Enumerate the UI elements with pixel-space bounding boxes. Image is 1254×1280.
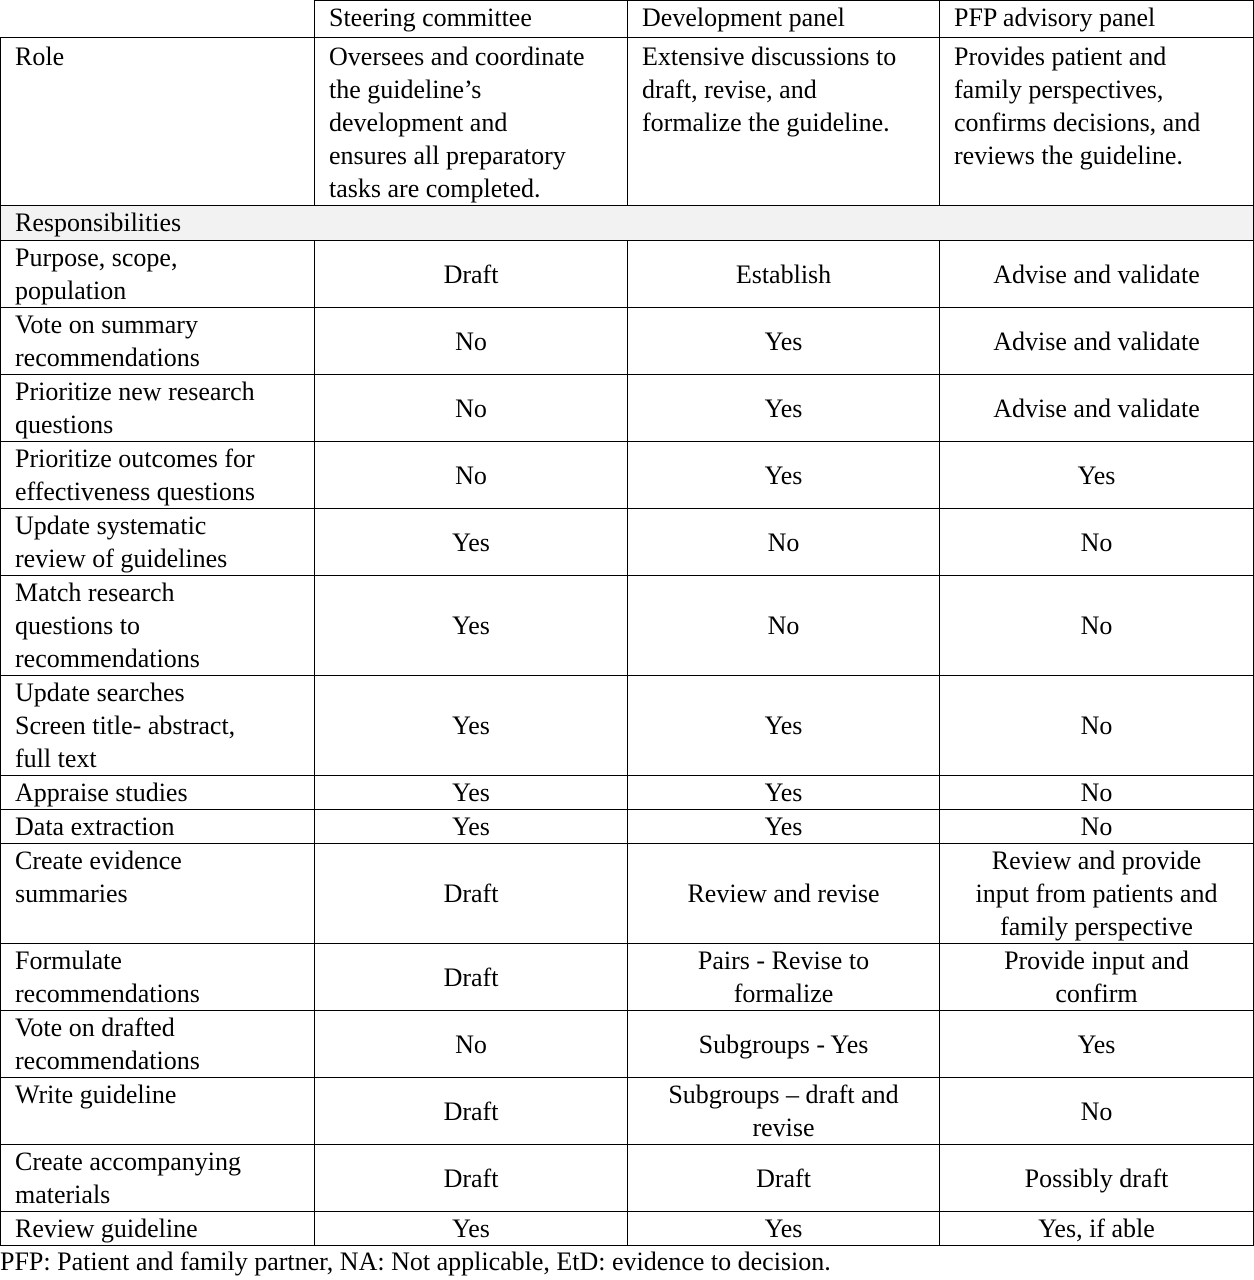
cell-steering: No <box>315 442 628 509</box>
row-label: Update searches Screen title- abstract, full text <box>1 676 315 776</box>
table-row <box>1 241 1254 308</box>
cell-development: Yes <box>628 810 940 844</box>
role-row <box>1 38 1254 206</box>
column-header-pfp: PFP advisory panel <box>940 1 1254 38</box>
column-header-steering: Steering committee <box>315 1 628 38</box>
table-row <box>1 1078 1254 1145</box>
role-steering: Oversees and coordinate the guideline’s development and ensures all preparatory tasks are completed. <box>315 38 628 206</box>
table-row <box>1 375 1254 442</box>
cell-development: No <box>628 509 940 576</box>
table-row <box>1 810 1254 844</box>
cell-pfp: No <box>940 810 1254 844</box>
row-label: Data extraction <box>1 810 315 844</box>
row-label: Update systematic review of guidelines <box>1 509 315 576</box>
row-label: Appraise studies <box>1 776 315 810</box>
cell-development: Subgroups – draft and revise <box>628 1078 940 1145</box>
cell-development: Draft <box>628 1145 940 1212</box>
cell-steering: Yes <box>315 676 628 776</box>
cell-steering: No <box>315 375 628 442</box>
row-label: Formulate recommendations <box>1 944 315 1011</box>
cell-steering: Draft <box>315 1145 628 1212</box>
cell-pfp: Yes, if able <box>940 1212 1254 1246</box>
row-label: Create accompanying materials <box>1 1145 315 1212</box>
role-label: Role <box>1 38 315 206</box>
cell-development: Yes <box>628 1212 940 1246</box>
cell-steering: Yes <box>315 576 628 676</box>
row-label: Prioritize outcomes for effectiveness questions <box>1 442 315 509</box>
cell-development: Subgroups - Yes <box>628 1011 940 1078</box>
cell-steering: Draft <box>315 1078 628 1145</box>
role-pfp: Provides patient and family perspectives, confirms decisions, and reviews the guideline. <box>940 38 1254 206</box>
cell-development: Yes <box>628 676 940 776</box>
section-label: Responsibilities <box>1 206 1254 241</box>
cell-development: Yes <box>628 308 940 375</box>
column-header-development: Development panel <box>628 1 940 38</box>
table-row <box>1 308 1254 375</box>
cell-pfp: No <box>940 576 1254 676</box>
cell-pfp: No <box>940 676 1254 776</box>
table-row <box>1 576 1254 676</box>
row-label: Match research questions to recommendations <box>1 576 315 676</box>
table-row <box>1 776 1254 810</box>
table-footnote: PFP: Patient and family partner, NA: Not applicable, EtD: evidence to decision. <box>0 1247 831 1276</box>
cell-steering: Draft <box>315 241 628 308</box>
cell-pfp: Review and provide input from patients and family perspective <box>940 844 1254 944</box>
cell-development: Pairs - Revise to formalize <box>628 944 940 1011</box>
row-label: Vote on summary recommendations <box>1 308 315 375</box>
cell-steering: Yes <box>315 1212 628 1246</box>
table-row <box>1 1011 1254 1078</box>
cell-steering: Draft <box>315 944 628 1011</box>
cell-development: Review and revise <box>628 844 940 944</box>
row-label: Create evidence summaries <box>1 844 315 944</box>
cell-pfp: Advise and validate <box>940 308 1254 375</box>
row-label: Purpose, scope, population <box>1 241 315 308</box>
cell-pfp: No <box>940 1078 1254 1145</box>
table-header-row <box>1 1 1254 38</box>
cell-pfp: Yes <box>940 1011 1254 1078</box>
table-row <box>1 1212 1254 1246</box>
cell-pfp: Yes <box>940 442 1254 509</box>
row-label: Vote on drafted recommendations <box>1 1011 315 1078</box>
cell-development: Establish <box>628 241 940 308</box>
role-development: Extensive discussions to draft, revise, and formalize the guideline. <box>628 38 940 206</box>
cell-steering: No <box>315 308 628 375</box>
cell-steering: No <box>315 1011 628 1078</box>
cell-steering: Yes <box>315 810 628 844</box>
cell-development: Yes <box>628 776 940 810</box>
cell-development: No <box>628 576 940 676</box>
cell-pfp: No <box>940 776 1254 810</box>
table-row <box>1 442 1254 509</box>
table-row <box>1 844 1254 944</box>
cell-pfp: Provide input and confirm <box>940 944 1254 1011</box>
cell-steering: Yes <box>315 509 628 576</box>
row-label: Prioritize new research questions <box>1 375 315 442</box>
row-label: Review guideline <box>1 1212 315 1246</box>
table-row <box>1 1145 1254 1212</box>
cell-development: Yes <box>628 375 940 442</box>
cell-pfp: No <box>940 509 1254 576</box>
cell-steering: Draft <box>315 844 628 944</box>
cell-development: Yes <box>628 442 940 509</box>
section-row <box>1 206 1254 241</box>
header-blank-cell <box>1 1 315 38</box>
cell-pfp: Advise and validate <box>940 375 1254 442</box>
cell-pfp: Possibly draft <box>940 1145 1254 1212</box>
table-row <box>1 676 1254 776</box>
row-label: Write guideline <box>1 1078 315 1145</box>
table-row <box>1 944 1254 1011</box>
table-row <box>1 509 1254 576</box>
cell-steering: Yes <box>315 776 628 810</box>
cell-pfp: Advise and validate <box>940 241 1254 308</box>
